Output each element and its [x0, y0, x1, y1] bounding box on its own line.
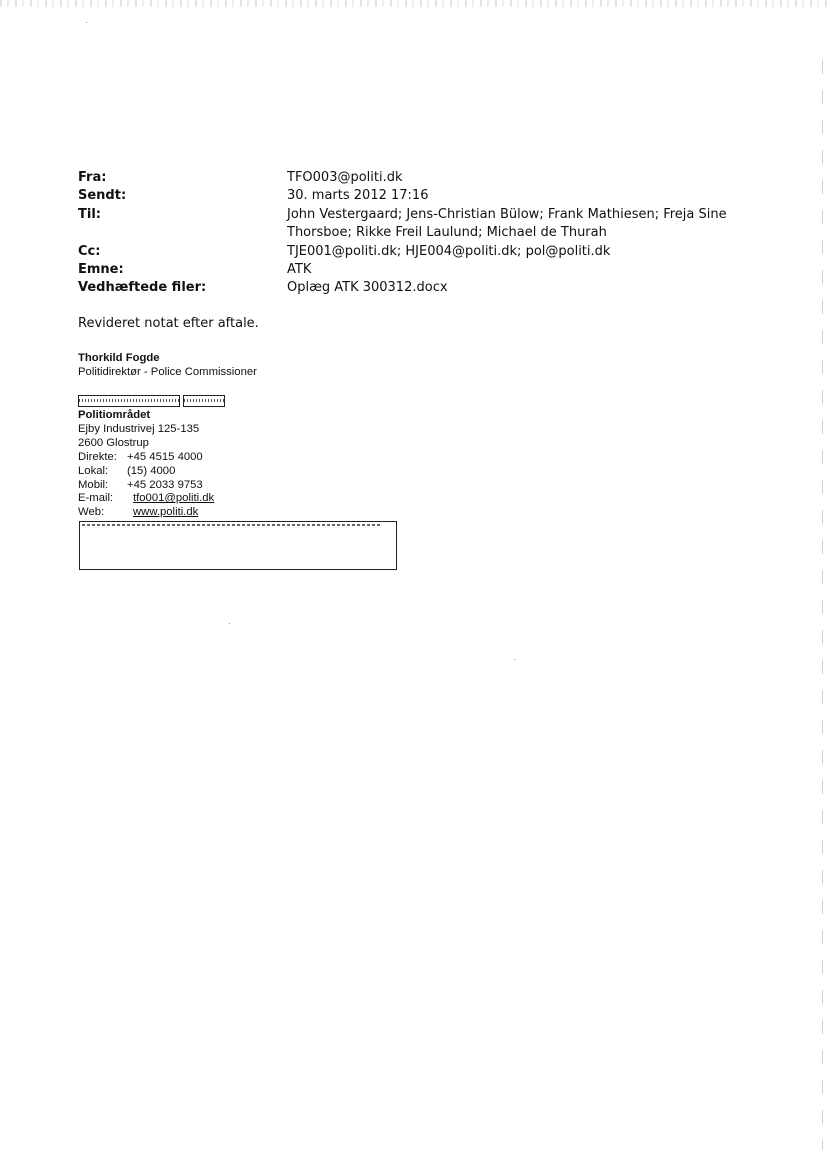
scan-noise-top	[0, 0, 827, 7]
header-row-sent	[78, 187, 778, 205]
signature-block	[78, 351, 257, 379]
header-label: Fra:	[78, 170, 107, 185]
header-row-attachments	[78, 279, 778, 297]
disclaimer-text-line	[82, 524, 382, 526]
contact-email	[78, 492, 214, 506]
header-label: Til:	[78, 206, 101, 222]
header-value: TJE001@politi.dk; HJE004@politi.dk; pol@politi.dk	[287, 243, 611, 259]
contact-value: +45 4515 4000	[127, 450, 203, 463]
header-row-from	[78, 169, 778, 187]
contact-label: Mobil:	[78, 478, 109, 491]
header-value: ATK	[287, 262, 312, 278]
logo-strip-right	[183, 395, 225, 407]
signature-title: Politidirektør - Police Commissioner	[78, 366, 257, 378]
header-value: Oplæg ATK 300312.docx	[287, 280, 448, 296]
contact-label: Direkte:	[78, 450, 117, 463]
contact-mobile	[78, 479, 214, 493]
header-row-cc	[78, 243, 778, 261]
contact-value: +45 2033 9753	[127, 478, 203, 491]
header-row-subject	[78, 261, 778, 279]
org-contact	[78, 409, 214, 520]
police-logo-icon	[78, 395, 225, 407]
scan-speck	[514, 659, 515, 660]
contact-label: Lokal:	[78, 464, 109, 477]
contact-direct	[78, 451, 214, 465]
header-label: Vedhæftede filer:	[78, 280, 207, 296]
email-header	[78, 169, 778, 298]
address-line-1: Ejby Industrivej 125-135	[78, 422, 200, 435]
header-label: Emne:	[78, 262, 124, 278]
header-row-to-cont	[78, 224, 778, 242]
header-label: Sendt:	[78, 188, 127, 204]
logo-strip-left	[78, 395, 180, 407]
header-label: Cc:	[78, 243, 101, 259]
web-link[interactable]: www.politi.dk	[133, 506, 199, 519]
scan-speck	[86, 22, 87, 23]
org-name: Politiområdet	[78, 409, 151, 421]
contact-label: Web:	[78, 506, 105, 519]
email-body: Revideret notat efter aftale.	[78, 316, 259, 331]
signature-name: Thorkild Fogde	[78, 352, 160, 364]
scan-speck	[229, 623, 230, 624]
scan-edge-right	[822, 60, 823, 1150]
header-value: Thorsboe; Rikke Freil Laulund; Michael de Thurah	[287, 225, 607, 241]
header-value: TFO003@politi.dk	[287, 170, 403, 185]
disclaimer-box	[79, 521, 397, 570]
address-line-2: 2600 Glostrup	[78, 436, 149, 449]
contact-local	[78, 465, 214, 479]
contact-label: E-mail:	[78, 492, 114, 505]
header-value: 30. marts 2012 17:16	[287, 188, 429, 204]
contact-value: (15) 4000	[127, 464, 176, 477]
header-label	[78, 224, 287, 242]
header-value: John Vestergaard; Jens-Christian Bülow; Frank Mathiesen; Freja Sine	[287, 206, 727, 222]
header-row-to	[78, 206, 778, 224]
contact-web	[78, 506, 214, 520]
email-link[interactable]: tfo001@politi.dk	[133, 492, 215, 505]
